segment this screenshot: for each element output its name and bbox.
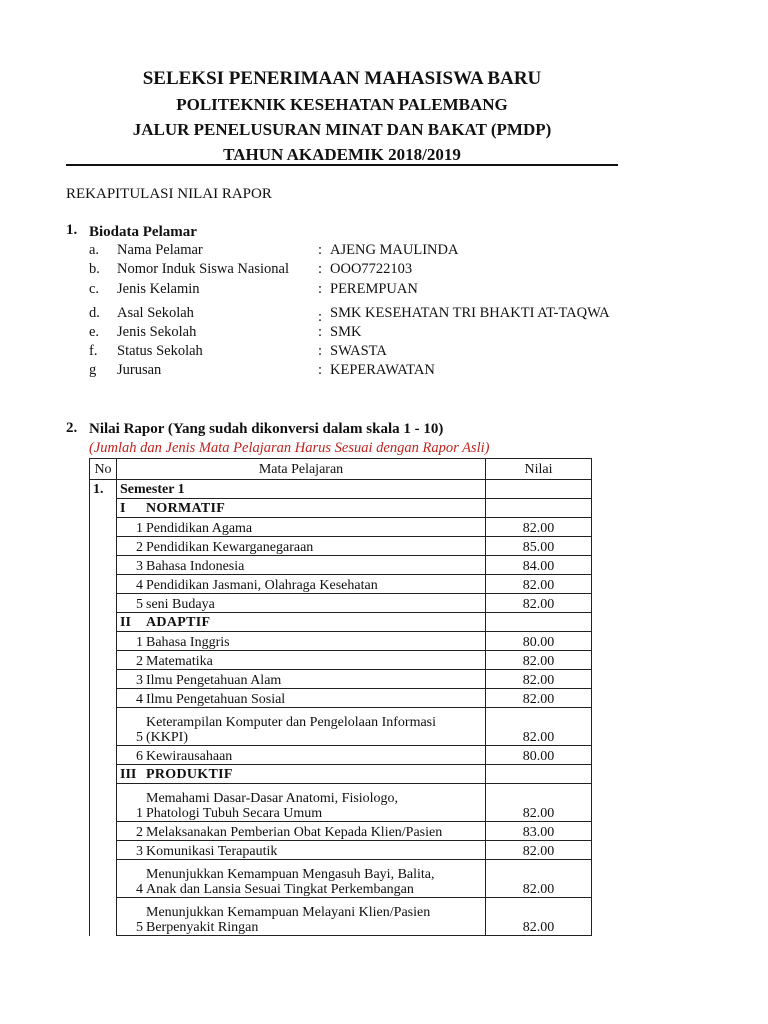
subject-number: 1 [136,635,143,650]
biodata-label: Status Sekolah [117,343,203,359]
no-cell [90,765,117,784]
biodata-value: SMK KESEHATAN TRI BHAKTI AT-TAQWA [330,305,610,321]
subject-cell [117,632,486,651]
subject-name-line1: Memahami Dasar-Dasar Anatomi, Fisiologo, [146,791,399,806]
subject-number: 5 [136,597,143,612]
category-cell [117,765,486,784]
biodata-colon: : [318,362,323,378]
subject-grade: 85.00 [486,537,592,556]
subject-number: 4 [136,578,143,593]
table-row [90,556,592,575]
no-cell [90,537,117,556]
admission-path: JALUR PENELUSURAN MINAT DAN BAKAT (PMDP) [132,120,552,139]
biodata-label: Asal Sekolah [117,305,194,321]
biodata-value: SMK [330,324,362,340]
subject-grade: 82.00 [486,575,592,594]
no-cell [90,556,117,575]
subject-name-line2: Anak dan Lansia Sesuai Tingkat Perkembangan [146,882,414,897]
category-grade-cell [486,499,592,518]
no-cell [90,689,117,708]
subject-cell [117,841,486,860]
subject-name-line2: Berpenyakit Ringan [146,920,259,935]
subject-number: 6 [136,749,143,764]
col-no-header: No [90,459,117,480]
biodata-colon: : [318,281,323,297]
biodata-value: OOO7722103 [330,261,413,277]
biodata-row [0,324,768,343]
no-cell [90,708,117,746]
no-cell [90,613,117,632]
category-row [90,499,592,518]
section-2-note: (Jumlah dan Jenis Mata Pelajaran Harus Sesuai dengan Rapor Asli) [89,440,490,456]
no-cell [90,632,117,651]
biodata-label: Nama Pelamar [117,242,203,258]
subject-cell [117,689,486,708]
col-grade-header: Nilai [486,459,592,480]
no-cell [90,746,117,765]
subject-grade: 82.00 [486,898,592,936]
subject-name: Bahasa Inggris [146,635,230,650]
subject-name: Matematika [146,654,213,669]
no-cell [90,575,117,594]
category-row [90,613,592,632]
subject-grade: 82.00 [486,670,592,689]
table-row [90,860,592,898]
category-roman: II [120,614,131,630]
subject-number: 1 [136,521,143,536]
category-name: NORMATIF [146,500,226,516]
subject-grade: 83.00 [486,822,592,841]
subject-name: Pendidikan Kewarganegaraan [146,540,314,555]
table-row [90,689,592,708]
subject-name: Pendidikan Jasmani, Olahraga Kesehatan [146,578,378,593]
no-cell [90,841,117,860]
subject-grade: 82.00 [486,594,592,613]
subject-number: 5 [136,730,143,745]
biodata-letter: c. [89,281,100,297]
subject-number: 3 [136,844,143,859]
grades-table [89,458,592,936]
section-2-title: Nilai Rapor (Yang sudah dikonversi dalam skala 1 - 10) [89,421,444,437]
biodata-letter: e. [89,324,100,340]
subject-name-line1: Keterampilan Komputer dan Pengelolaan Informasi [146,715,437,730]
biodata-colon: : [318,242,323,258]
table-row [90,632,592,651]
category-cell [117,613,486,632]
subject-grade: 82.00 [486,784,592,822]
table-row [90,822,592,841]
subject-grade: 80.00 [486,746,592,765]
biodata-value: SWASTA [330,343,387,359]
semester-label: Semester 1 [117,480,486,499]
biodata-label: Nomor Induk Siswa Nasional [117,261,289,277]
subject-cell [117,651,486,670]
recap-title: REKAPITULASI NILAI RAPOR [66,186,272,202]
table-row [90,594,592,613]
biodata-row [0,362,768,381]
category-grade-cell [486,765,592,784]
table-row [90,537,592,556]
subject-name-line2: Phatologi Tubuh Secara Umum [146,806,323,821]
subject-name-line1: Menunjukkan Kemampuan Melayani Klien/Pasien [146,905,431,920]
subject-cell [117,784,486,822]
no-cell [90,670,117,689]
table-row [90,575,592,594]
subject-number: 4 [136,692,143,707]
biodata-value: PEREMPUAN [330,281,418,297]
category-roman: I [120,500,126,516]
biodata-label: Jenis Sekolah [117,324,197,340]
subject-cell [117,537,486,556]
table-row [90,708,592,746]
category-cell [117,499,486,518]
subject-name: Kewirausahaan [146,749,233,764]
subject-number: 5 [136,920,143,935]
no-cell [90,518,117,537]
table-row [90,670,592,689]
subject-cell [117,518,486,537]
subject-name: Melaksanakan Pemberian Obat Kepada Klien/Pasien [146,825,443,840]
biodata-letter: a. [89,242,100,258]
subject-cell [117,575,486,594]
subject-number: 3 [136,559,143,574]
subject-cell [117,746,486,765]
no-cell [90,651,117,670]
semester-row [90,480,592,499]
no-cell [90,898,117,936]
subject-grade: 82.00 [486,651,592,670]
table-row [90,651,592,670]
subject-grade: 82.00 [486,708,592,746]
subject-name: seni Budaya [146,597,215,612]
subject-number: 2 [136,825,143,840]
semester-grade-cell [486,480,592,499]
subject-grade: 82.00 [486,860,592,898]
section-1-title: Biodata Pelamar [89,224,197,240]
biodata-row [0,242,768,261]
section-2-number: 2. [66,420,78,436]
col-subject-header: Mata Pelajaran [117,459,486,480]
biodata-colon: : [318,309,323,325]
biodata-letter: d. [89,305,100,321]
table-row [90,898,592,936]
biodata-letter: b. [89,261,100,277]
subject-cell [117,556,486,575]
academic-year: TAHUN AKADEMIK 2018/2019 [223,145,461,164]
no-cell [90,594,117,613]
biodata-value: KEPERAWATAN [330,362,435,378]
subject-name-line1: Menunjukkan Kemampuan Mengasuh Bayi, Balita, [146,867,435,882]
no-cell [90,784,117,822]
subject-grade: 84.00 [486,556,592,575]
biodata-row [0,281,768,300]
subject-number: 2 [136,540,143,555]
no-cell [90,499,117,518]
no-cell [90,860,117,898]
category-name: ADAPTIF [146,614,211,630]
table-header-row [90,459,592,480]
subject-name: Ilmu Pengetahuan Alam [146,673,282,688]
subject-grade: 82.00 [486,841,592,860]
table-row [90,518,592,537]
subject-number: 1 [136,806,143,821]
biodata-colon: : [318,324,323,340]
category-roman: III [120,766,137,782]
biodata-value: AJENG MAULINDA [330,242,459,258]
biodata-colon: : [318,343,323,359]
subject-grade: 82.00 [486,689,592,708]
subject-cell [117,898,486,936]
table-row [90,784,592,822]
subject-number: 4 [136,882,143,897]
table-row [90,841,592,860]
biodata-label: Jenis Kelamin [117,281,200,297]
section-1-number: 1. [66,222,78,238]
subject-cell [117,822,486,841]
subject-cell [117,708,486,746]
subject-name: Pendidikan Agama [146,521,253,536]
semester-number: 1. [90,480,117,499]
subject-name: Komunikasi Terapautik [146,844,278,859]
biodata-letter: f. [89,343,98,359]
category-name: PRODUKTIF [146,766,233,782]
biodata-row [0,343,768,362]
biodata-row [0,261,768,280]
biodata-colon: : [318,261,323,277]
header-divider [66,164,618,166]
biodata-label: Jurusan [117,362,162,378]
subject-number: 3 [136,673,143,688]
subject-grade: 82.00 [486,518,592,537]
table-row [90,746,592,765]
biodata-row [0,305,768,324]
subject-cell [117,670,486,689]
subject-number: 2 [136,654,143,669]
subject-cell [117,860,486,898]
subject-name-line2: (KKPI) [146,730,188,745]
doc-title: SELEKSI PENERIMAAN MAHASISWA BARU [142,68,542,89]
subject-name: Bahasa Indonesia [146,559,245,574]
subject-name: Ilmu Pengetahuan Sosial [146,692,286,707]
subject-grade: 80.00 [486,632,592,651]
subject-cell [117,594,486,613]
category-grade-cell [486,613,592,632]
institution-name: POLITEKNIK KESEHATAN PALEMBANG [176,95,508,114]
no-cell [90,822,117,841]
biodata-letter: g [89,362,97,378]
category-row [90,765,592,784]
